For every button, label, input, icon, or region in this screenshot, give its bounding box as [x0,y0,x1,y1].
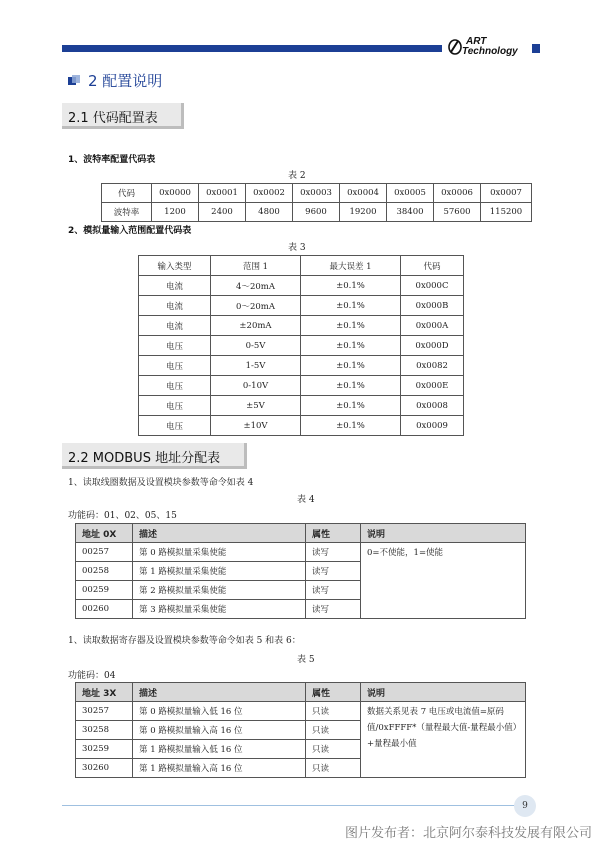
column-header: 属性 [306,524,361,543]
table-cell: 0x0008 [401,396,464,416]
table-cell: ±0.1% [301,276,401,296]
table-row [139,356,464,376]
table-cell: 只读 [306,759,361,778]
intro-register-text: 1、读取数据寄存器及设置模块参数等命令如表 5 和表 6： [68,636,301,646]
column-header: 输入类型 [139,256,211,276]
section-2-2-heading: 2.2 MODBUS 地址分配表 [62,443,247,469]
table-cell: 电流 [139,316,211,336]
table-header-row [76,524,526,543]
table-cell: 读写 [306,600,361,619]
table3-caption: 表 3 [288,243,306,253]
table-cell: 0x0006 [434,184,481,203]
table-cell: 4800 [246,203,293,222]
function-code-register: 功能码：04 [68,671,116,681]
column-header: 代码 [401,256,464,276]
table-cell: 电压 [139,416,211,436]
table-cell: 第 2 路模拟量采集使能 [133,581,306,600]
table-cell: 0x0009 [401,416,464,436]
table-row [139,396,464,416]
table-cell: 第 1 路模拟量采集使能 [133,562,306,581]
column-header: 说明 [361,524,526,543]
table-cell: 只读 [306,721,361,740]
table-cell: 0x000A [401,316,464,336]
column-header: 范围 1 [211,256,301,276]
table-cell: 第 3 路模拟量采集使能 [133,600,306,619]
page-number: 9 [514,795,536,817]
column-header: 地址 3X [76,683,133,702]
publisher-watermark: 图片发布者：北京阿尔泰科技发展有限公司 [344,826,592,841]
table-cell: 只读 [306,702,361,721]
table-cell: 电压 [139,336,211,356]
table-cell: 0x0007 [481,184,532,203]
logo-text-art: ART [466,36,487,47]
table-cell: 第 1 路模拟量输入低 16 位 [133,740,306,759]
baud-rate-table [101,183,532,222]
table-cell: 30257 [76,702,133,721]
table-cell: 00257 [76,543,133,562]
table-cell: ±0.1% [301,376,401,396]
table-cell: ±0.1% [301,296,401,316]
table-row [139,376,464,396]
table-cell: 读写 [306,562,361,581]
table-cell: 1-5V [211,356,301,376]
logo-mark-icon [448,39,462,55]
table5-caption: 表 5 [297,655,315,665]
table-cell: 4～20mA [211,276,301,296]
table-cell: 第 0 路模拟量采集使能 [133,543,306,562]
logo-text-technology: Technology [462,46,518,57]
table-row [76,702,526,721]
company-logo [448,37,530,59]
table-cell: 电流 [139,276,211,296]
column-header: 描述 [133,524,306,543]
table-cell: 第 0 路模拟量输入高 16 位 [133,721,306,740]
table-cell: 1200 [152,203,199,222]
table-cell: 代码 [102,184,152,203]
table-cell: 0-10V [211,376,301,396]
table-header-row [76,683,526,702]
function-code-coil: 功能码：01、02、05、15 [68,511,177,521]
table-cell: 00259 [76,581,133,600]
description-note: 0=不使能，1=使能 [361,543,526,619]
register-address-table [75,682,526,778]
chapter-bullet-icon [68,75,80,86]
intro-coil-text: 1、读取线圈数据及设置模块参数等命令如表 4 [68,478,254,488]
table-cell: 30259 [76,740,133,759]
table-cell: ±0.1% [301,396,401,416]
column-header: 说明 [361,683,526,702]
table-cell: 9600 [293,203,340,222]
table-cell: 30260 [76,759,133,778]
table-cell: 第 1 路模拟量输入高 16 位 [133,759,306,778]
input-range-table [138,255,464,436]
section-2-1-heading: 2.1 代码配置表 [62,103,184,129]
footer-line [62,805,532,806]
table-cell: 电流 [139,296,211,316]
table4-caption: 表 4 [297,495,315,505]
table-header-row [139,256,464,276]
input-range-label: 2、模拟量输入范围配置代码表 [68,226,192,236]
table-cell: 0x0005 [387,184,434,203]
table-cell: 0x000D [401,336,464,356]
table-cell: 0x000B [401,296,464,316]
table-cell: 0x0002 [246,184,293,203]
table-cell: 0x000C [401,276,464,296]
table-cell: 57600 [434,203,481,222]
table-cell: ±10V [211,416,301,436]
column-header: 属性 [306,683,361,702]
table-cell: 38400 [387,203,434,222]
table-row [139,276,464,296]
table-cell: ±20mA [211,316,301,336]
table-row [139,316,464,336]
header-square [532,44,540,53]
column-header: 最大误差 1 [301,256,401,276]
table-cell: ±0.1% [301,336,401,356]
table-row [139,336,464,356]
table-cell: 电压 [139,396,211,416]
description-note: 数据关系见表 7 电压或电流值=原码值/0xFFFF*（量程最大值-量程最小值）+量程最小值 [361,702,526,778]
table-cell: 0x0000 [152,184,199,203]
table-row [102,203,532,222]
column-header: 描述 [133,683,306,702]
table-row [102,184,532,203]
table-row [139,416,464,436]
table-cell: 读写 [306,581,361,600]
table-cell: 0x0003 [293,184,340,203]
table-cell: 30258 [76,721,133,740]
header-bar [62,45,442,52]
table-row [76,543,526,562]
coil-address-table [75,523,526,619]
table-cell: 0x0004 [340,184,387,203]
table2-caption: 表 2 [288,171,306,181]
table-cell: 电压 [139,356,211,376]
table-cell: ±0.1% [301,416,401,436]
table-cell: 0x0001 [199,184,246,203]
column-header: 地址 0X [76,524,133,543]
table-cell: 读写 [306,543,361,562]
chapter-title: 2 配置说明 [88,72,163,90]
table-cell: ±0.1% [301,316,401,336]
table-cell: 第 0 路模拟量输入低 16 位 [133,702,306,721]
table-cell: 00260 [76,600,133,619]
table-cell: 0x000E [401,376,464,396]
baud-rate-label: 1、波特率配置代码表 [68,155,156,165]
table-cell: 只读 [306,740,361,759]
table-cell: 19200 [340,203,387,222]
table-cell: 0x0082 [401,356,464,376]
table-cell: 00258 [76,562,133,581]
table-cell: ±0.1% [301,356,401,376]
table-cell: 2400 [199,203,246,222]
table-cell: 0～20mA [211,296,301,316]
table-cell: ±5V [211,396,301,416]
table-cell: 115200 [481,203,532,222]
table-row [139,296,464,316]
table-cell: 波特率 [102,203,152,222]
table-cell: 0-5V [211,336,301,356]
table-cell: 电压 [139,376,211,396]
